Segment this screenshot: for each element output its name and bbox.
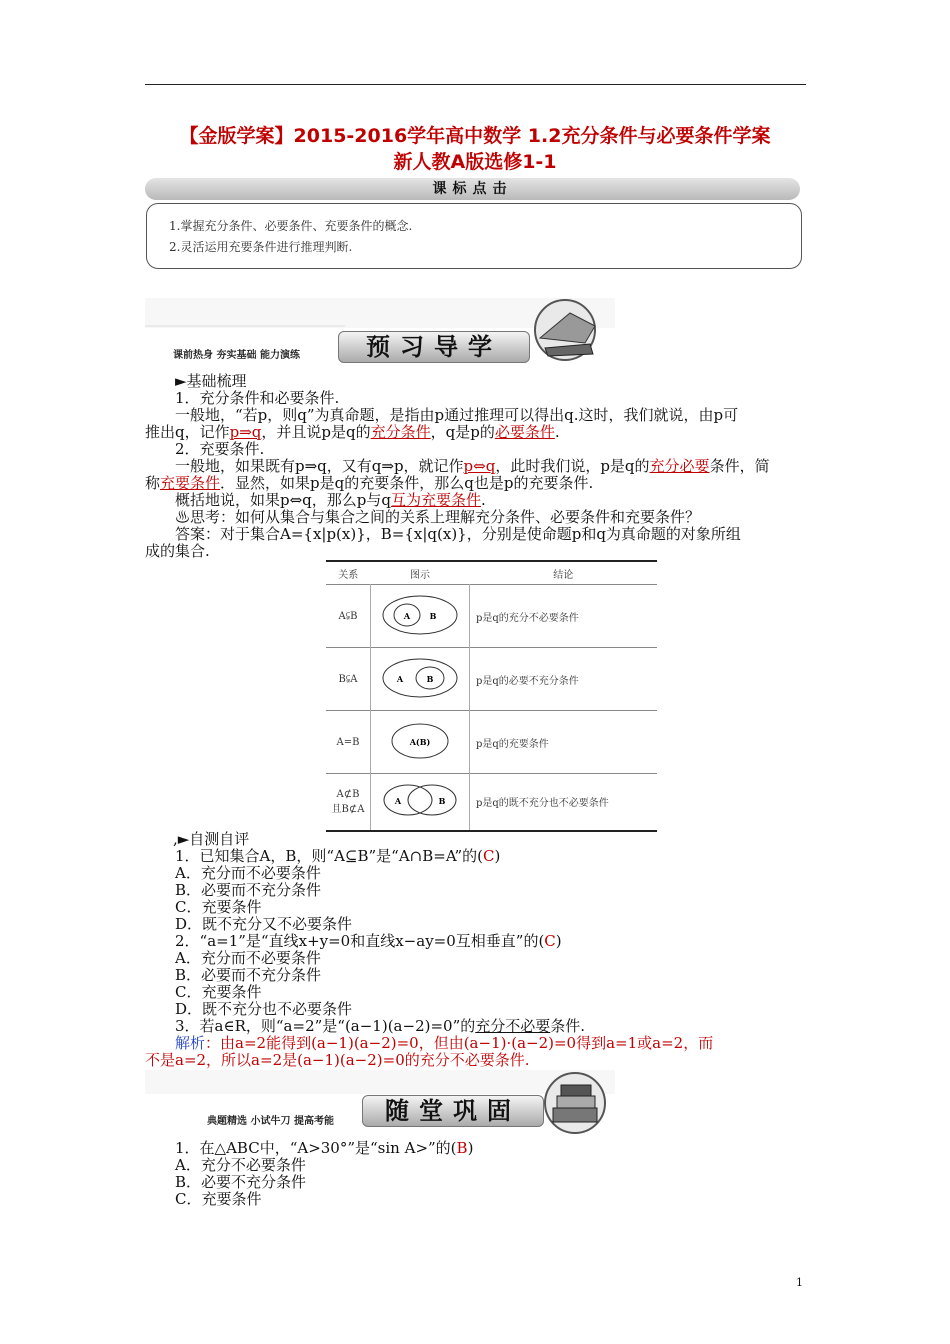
text: 一般地，如果既有p⇒q，又有q⇒p，就记作 (175, 457, 464, 475)
option: A．充分不必要条件 (175, 1156, 306, 1174)
option: B．必要不充分条件 (175, 1173, 307, 1191)
conclusion-cell: p是q的必要不充分条件 (470, 648, 658, 711)
table-row (326, 585, 657, 648)
option: A．充分而不必要条件 (175, 864, 321, 882)
paragraph: 成的集合. (145, 542, 210, 560)
text: ，此时我们说，p是q的 (495, 457, 650, 475)
text: 1．已知集合A，B，则“A⊆B”是“A∩B=A”的( (175, 847, 483, 865)
practice-banner (145, 1070, 615, 1138)
answer-blank: p⇔q (463, 457, 496, 475)
set-label: A(B) (409, 736, 431, 747)
conclusion-cell: p是q的既不充分也不必要条件 (470, 774, 658, 831)
page-number: 1 (796, 1276, 803, 1289)
option: B．必要而不充分条件 (175, 881, 322, 899)
section-label: ,►自测自评 (173, 830, 250, 848)
text: ，q是p的 (430, 423, 495, 441)
option: D．既不充分又不必要条件 (175, 915, 353, 933)
relation-cell: A⫋B (326, 585, 371, 648)
banner-subtitle: 典题精选 小试牛刀 提高考能 (207, 1116, 334, 1127)
answer-blank: 充分必要 (649, 457, 710, 475)
paragraph (145, 475, 810, 492)
text: ．显然，如果p是q的充要条件，那么q也是p的充要条件. (220, 474, 594, 492)
relation-cell: B⫋A (326, 648, 371, 711)
set-label: A (403, 610, 411, 621)
text: ) (467, 1139, 474, 1157)
paragraph: 2．充要条件. (175, 440, 265, 458)
text: 3．若a∈R，则“a=2”是“(a−1)(a−2)=0”的 (175, 1017, 476, 1035)
section-label: ►基础梳理 (175, 372, 247, 390)
answer: C (544, 932, 556, 950)
paragraph: 答案：对于集合A={x|p(x)}，B={x|q(x)}，分别是使命题p和q为真命题的对象所组 (175, 525, 741, 543)
paragraph: 1．充分条件和必要条件. (175, 389, 340, 407)
preview-section (145, 373, 810, 560)
answer: C (482, 847, 495, 865)
text: . (481, 491, 486, 509)
standards-item: 1.掌握充分条件、必要条件、充要条件的概念. (169, 219, 413, 233)
practice-section (145, 1140, 810, 1208)
explanation: 不是a=2，所以a=2是(a−1)(a−2)=0的充分不必要条件. (145, 1051, 530, 1069)
answer-blank: 必要条件 (494, 423, 555, 441)
conclusion-cell: p是q的充分不必要条件 (470, 585, 658, 648)
option: D．既不充分也不必要条件 (175, 1000, 353, 1018)
banner-title: 预习导学 (338, 331, 530, 363)
venn-cell (371, 648, 470, 711)
set-label: B (426, 673, 434, 684)
text: 条件，简 (709, 457, 770, 475)
question (145, 848, 810, 865)
text: 称 (145, 474, 161, 492)
document-subtitle: 新人教A版选修1-1 (393, 151, 557, 173)
standards-box (146, 203, 802, 269)
option: A．充分而不必要条件 (175, 949, 321, 967)
text: 概括地说，如果p⇔q，那么p与q (175, 491, 391, 509)
preview-banner (145, 298, 615, 366)
answer-blank: 充要条件 (160, 474, 221, 492)
set-label: B (438, 796, 446, 807)
answer-blank: 充分不必要 (475, 1017, 551, 1035)
option: C．充要条件 (175, 1190, 262, 1208)
relation-table (326, 560, 657, 832)
set-label: A (394, 796, 402, 807)
table-header: 关系 (326, 561, 371, 585)
set-label: A (396, 673, 404, 684)
relation-text: 且B⊄A (331, 803, 365, 815)
standards-heading: 课标点击 (145, 178, 800, 200)
answer-blank: p⇒q (229, 423, 262, 441)
answer-blank: 充分条件 (370, 423, 431, 441)
answer: B (456, 1139, 468, 1157)
venn-subset-b-in-a (380, 656, 460, 700)
question (145, 1140, 810, 1157)
text: ，并且说p是q的 (261, 423, 371, 441)
option: C．充要条件 (175, 983, 262, 1001)
text: 1．在△ABC中，“A>30°”是“sin A> (175, 1139, 429, 1157)
header-rule (145, 84, 806, 85)
venn-subset-a-in-b (380, 593, 460, 637)
paragraph: 一般地，“若p，则q”为真命题，是指由p通过推理可以得出q.这时，我们就说，由p可 (175, 406, 739, 424)
standards-item: 2.灵活运用充要条件进行推理判断. (169, 240, 353, 254)
venn-cell (371, 585, 470, 648)
banner-subtitle: 课前热身 夯实基础 能力演练 (173, 350, 300, 361)
venn-cell (371, 711, 470, 774)
question (145, 933, 810, 950)
paragraph (145, 492, 810, 509)
option: C．充要条件 (175, 898, 262, 916)
text: ) (494, 847, 501, 865)
text: ) (555, 932, 562, 950)
table-row (326, 774, 657, 831)
relation-cell (326, 774, 371, 831)
question (145, 1018, 810, 1035)
selftest-section (145, 831, 810, 1069)
banner-title: 随堂巩固 (362, 1095, 544, 1127)
venn-equal-sets (380, 719, 460, 763)
table-header: 结论 (470, 561, 658, 585)
set-label: B (429, 610, 437, 621)
table-row (326, 648, 657, 711)
text: ”的( (428, 1139, 457, 1157)
document-title: 【金版学案】2015-2016学年高中数学 1.2充分条件与必要条件学案 (179, 125, 771, 147)
relation-text: A⊄B (336, 788, 360, 800)
text: ：由a=2能得到(a−1)(a−2)=0，但由(a−1)·(a−2)=0得到a=1或a=2，而 (205, 1034, 714, 1052)
table-row (326, 711, 657, 774)
relation-cell: A=B (326, 711, 371, 774)
paragraph (145, 424, 810, 441)
table-header: 图示 (371, 561, 470, 585)
text: . (554, 423, 560, 441)
conclusion-cell: p是q的充要条件 (470, 711, 658, 774)
answer-blank: 互为充要条件 (390, 491, 481, 509)
text: 条件. (550, 1017, 586, 1035)
explanation-label: 解析 (175, 1034, 206, 1052)
option: B．必要而不充分条件 (175, 966, 322, 984)
paragraph (145, 458, 810, 475)
text: 2．“a=1”是“直线x+y=0和直线x−ay=0互相垂直”的( (175, 932, 545, 950)
venn-cell (371, 774, 470, 831)
thinking-question: ♨思考：如何从集合与集合之间的关系上理解充分条件、必要条件和充要条件？ (175, 508, 701, 526)
table-header-row (326, 561, 657, 585)
explanation (145, 1035, 810, 1052)
text: 推出q，记作 (145, 423, 230, 441)
venn-overlap (378, 780, 462, 820)
